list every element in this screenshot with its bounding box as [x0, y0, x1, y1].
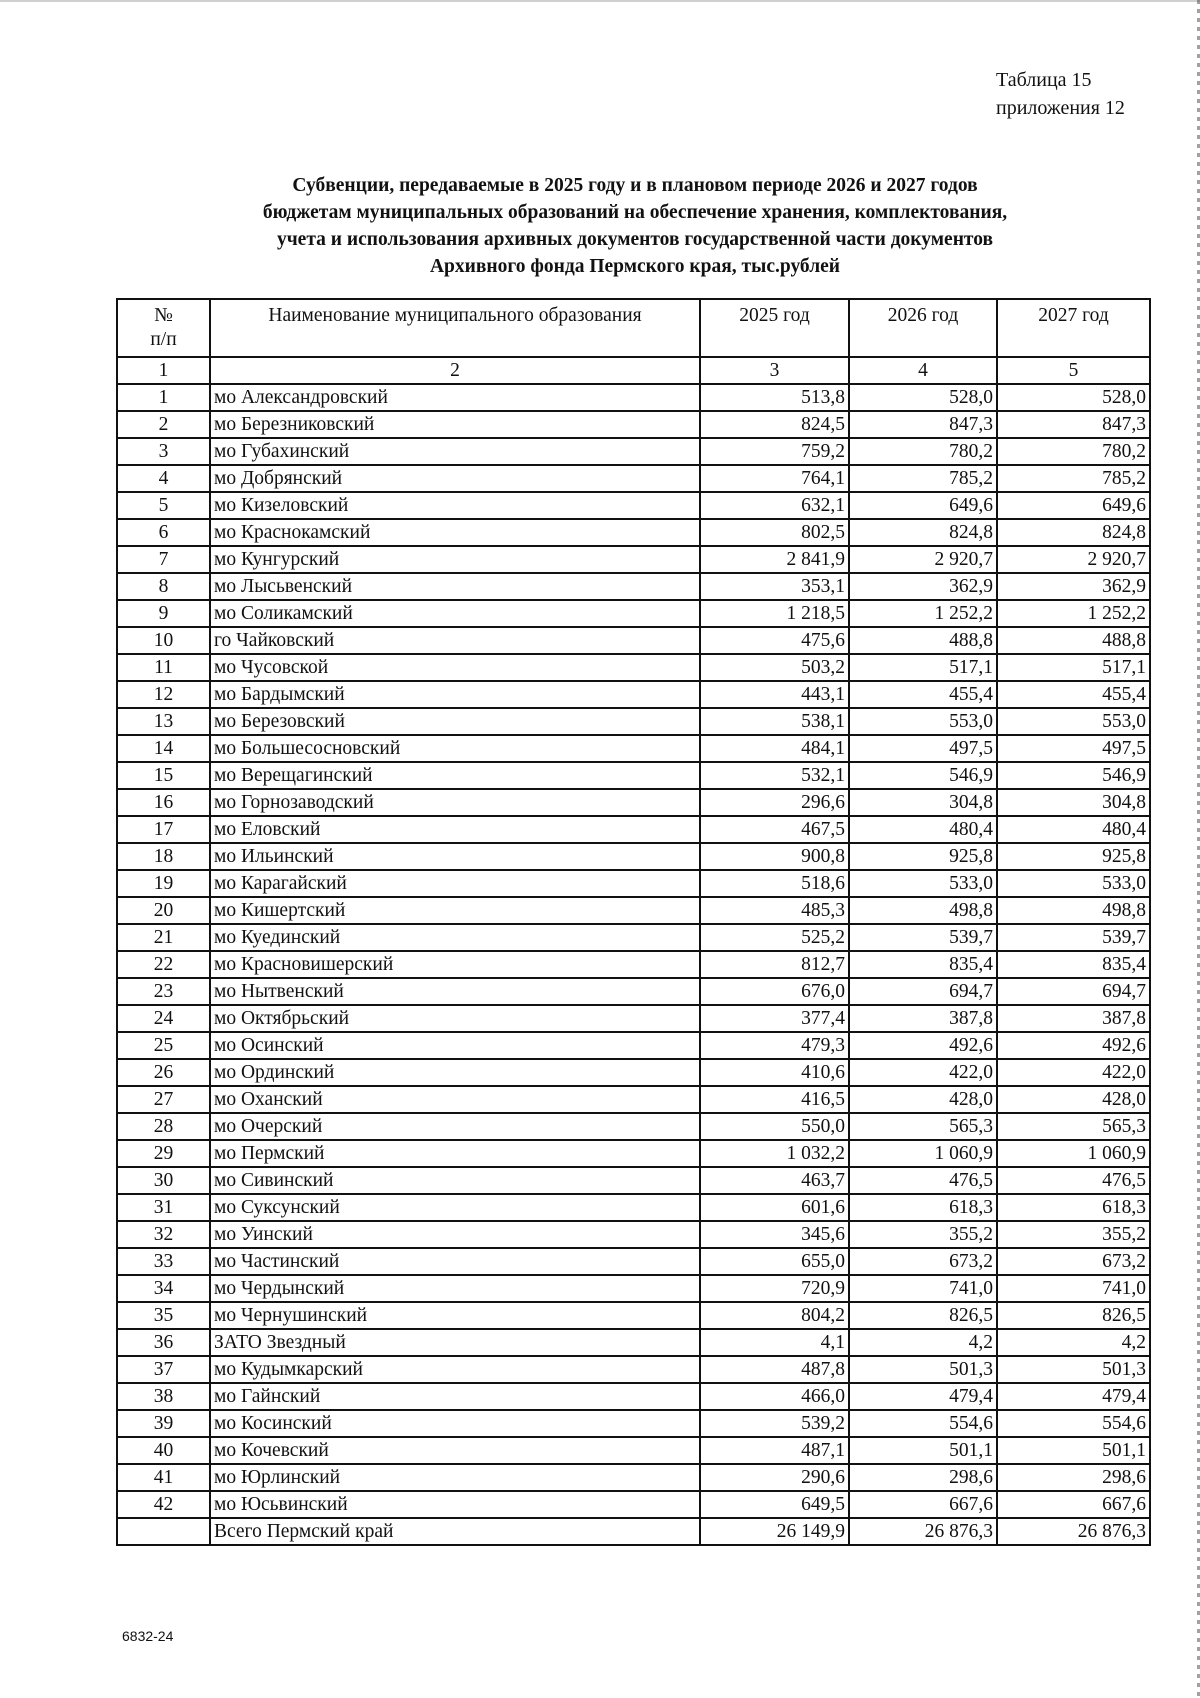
row-number: 5 — [117, 492, 210, 519]
value-2027: 539,7 — [997, 924, 1150, 951]
value-2026: 362,9 — [849, 573, 997, 600]
municipality-name: мо Юрлинский — [210, 1464, 700, 1491]
row-number: 17 — [117, 816, 210, 843]
value-2026: 492,6 — [849, 1032, 997, 1059]
municipality-name: мо Очерский — [210, 1113, 700, 1140]
value-2027: 480,4 — [997, 816, 1150, 843]
table-row — [117, 816, 1150, 843]
value-2026: 26 876,3 — [849, 1518, 997, 1545]
table-row — [117, 870, 1150, 897]
municipality-name: мо Ординский — [210, 1059, 700, 1086]
row-number: 16 — [117, 789, 210, 816]
municipality-name: мо Горнозаводский — [210, 789, 700, 816]
municipality-name: мо Гайнский — [210, 1383, 700, 1410]
value-2026: 501,1 — [849, 1437, 997, 1464]
value-2026: 741,0 — [849, 1275, 997, 1302]
value-2025: 601,6 — [700, 1194, 849, 1221]
row-number: 41 — [117, 1464, 210, 1491]
table-row — [117, 546, 1150, 573]
value-2026: 554,6 — [849, 1410, 997, 1437]
value-2027: 476,5 — [997, 1167, 1150, 1194]
value-2025: 443,1 — [700, 681, 849, 708]
column-numbers-row — [117, 357, 1150, 384]
value-2026: 4,2 — [849, 1329, 997, 1356]
row-number: 35 — [117, 1302, 210, 1329]
municipality-name: мо Красновишерский — [210, 951, 700, 978]
value-2025: 503,2 — [700, 654, 849, 681]
row-number: 8 — [117, 573, 210, 600]
row-number — [117, 1518, 210, 1545]
municipality-name: мо Частинский — [210, 1248, 700, 1275]
title-line: бюджетам муниципальных образований на обеспечение хранения, комплектования, — [262, 202, 1008, 223]
table-row — [117, 1410, 1150, 1437]
value-2027: 780,2 — [997, 438, 1150, 465]
table-row — [117, 1059, 1150, 1086]
row-number: 20 — [117, 897, 210, 924]
value-2026: 455,4 — [849, 681, 997, 708]
value-2025: 416,5 — [700, 1086, 849, 1113]
value-2027: 1 252,2 — [997, 600, 1150, 627]
row-number: 28 — [117, 1113, 210, 1140]
total-row — [117, 1518, 1150, 1545]
value-2027: 362,9 — [997, 573, 1150, 600]
municipality-name: мо Кишертский — [210, 897, 700, 924]
value-2027: 925,8 — [997, 843, 1150, 870]
table-body — [117, 299, 1150, 1545]
row-number: 25 — [117, 1032, 210, 1059]
value-2025: 487,8 — [700, 1356, 849, 1383]
table-row — [117, 492, 1150, 519]
municipality-name: мо Лысьвенский — [210, 573, 700, 600]
municipality-name: мо Губахинский — [210, 438, 700, 465]
municipality-name: мо Пермский — [210, 1140, 700, 1167]
value-2027: 667,6 — [997, 1491, 1150, 1518]
municipality-name: мо Ильинский — [210, 843, 700, 870]
municipality-name: мо Чердынский — [210, 1275, 700, 1302]
municipality-name: Всего Пермский край — [210, 1518, 700, 1545]
value-2025: 1 032,2 — [700, 1140, 849, 1167]
value-2027: 428,0 — [997, 1086, 1150, 1113]
value-2025: 466,0 — [700, 1383, 849, 1410]
row-number: 31 — [117, 1194, 210, 1221]
column-number: 4 — [849, 357, 997, 384]
value-2026: 546,9 — [849, 762, 997, 789]
value-2026: 667,6 — [849, 1491, 997, 1518]
value-2026: 479,4 — [849, 1383, 997, 1410]
municipality-name: мо Кудымкарский — [210, 1356, 700, 1383]
row-number: 42 — [117, 1491, 210, 1518]
value-2026: 780,2 — [849, 438, 997, 465]
header-2027: 2027 год — [997, 299, 1150, 357]
municipality-name: мо Суксунский — [210, 1194, 700, 1221]
table-row — [117, 843, 1150, 870]
row-number: 30 — [117, 1167, 210, 1194]
header-2025: 2025 год — [700, 299, 849, 357]
row-number: 33 — [117, 1248, 210, 1275]
value-2026: 835,4 — [849, 951, 997, 978]
table-row — [117, 1464, 1150, 1491]
row-number: 38 — [117, 1383, 210, 1410]
table-row — [117, 951, 1150, 978]
value-2025: 479,3 — [700, 1032, 849, 1059]
value-2027: 824,8 — [997, 519, 1150, 546]
value-2027: 26 876,3 — [997, 1518, 1150, 1545]
table-row — [117, 438, 1150, 465]
municipality-name: мо Добрянский — [210, 465, 700, 492]
row-number: 39 — [117, 1410, 210, 1437]
value-2025: 487,1 — [700, 1437, 849, 1464]
row-number: 27 — [117, 1086, 210, 1113]
row-number: 12 — [117, 681, 210, 708]
row-number: 11 — [117, 654, 210, 681]
municipality-name: мо Сивинский — [210, 1167, 700, 1194]
header-num: № п/п — [117, 299, 210, 357]
table-row — [117, 924, 1150, 951]
subventions-table — [116, 298, 1151, 1546]
table-row — [117, 789, 1150, 816]
value-2025: 550,0 — [700, 1113, 849, 1140]
table-row — [117, 627, 1150, 654]
municipality-name: мо Кунгурский — [210, 546, 700, 573]
table-ref-line2: приложения 12 — [996, 97, 1125, 119]
value-2026: 785,2 — [849, 465, 997, 492]
value-2025: 296,6 — [700, 789, 849, 816]
table-row — [117, 1032, 1150, 1059]
value-2027: 498,8 — [997, 897, 1150, 924]
header-2026: 2026 год — [849, 299, 997, 357]
value-2027: 565,3 — [997, 1113, 1150, 1140]
value-2025: 475,6 — [700, 627, 849, 654]
document-code: 6832-24 — [122, 1628, 174, 1644]
value-2027: 553,0 — [997, 708, 1150, 735]
table-row — [117, 762, 1150, 789]
column-number: 5 — [997, 357, 1150, 384]
row-number: 24 — [117, 1005, 210, 1032]
column-number: 2 — [210, 357, 700, 384]
value-2027: 2 920,7 — [997, 546, 1150, 573]
table-row — [117, 654, 1150, 681]
table-row — [117, 1275, 1150, 1302]
value-2027: 847,3 — [997, 411, 1150, 438]
value-2025: 513,8 — [700, 384, 849, 411]
row-number: 19 — [117, 870, 210, 897]
table-row — [117, 465, 1150, 492]
table-row — [117, 1383, 1150, 1410]
value-2026: 553,0 — [849, 708, 997, 735]
table-row — [117, 1356, 1150, 1383]
title-line: учета и использования архивных документов государственной части документов — [276, 229, 994, 250]
value-2026: 476,5 — [849, 1167, 997, 1194]
row-number: 37 — [117, 1356, 210, 1383]
value-2027: 497,5 — [997, 735, 1150, 762]
value-2026: 1 252,2 — [849, 600, 997, 627]
value-2025: 463,7 — [700, 1167, 849, 1194]
value-2027: 304,8 — [997, 789, 1150, 816]
municipality-name: мо Березовский — [210, 708, 700, 735]
value-2025: 538,1 — [700, 708, 849, 735]
row-number: 1 — [117, 384, 210, 411]
value-2025: 4,1 — [700, 1329, 849, 1356]
row-number: 34 — [117, 1275, 210, 1302]
municipality-name: мо Карагайский — [210, 870, 700, 897]
municipality-name: мо Большесосновский — [210, 735, 700, 762]
municipality-name: мо Чусовской — [210, 654, 700, 681]
row-number: 6 — [117, 519, 210, 546]
value-2027: 546,9 — [997, 762, 1150, 789]
value-2027: 355,2 — [997, 1221, 1150, 1248]
value-2026: 497,5 — [849, 735, 997, 762]
value-2025: 824,5 — [700, 411, 849, 438]
municipality-name: мо Косинский — [210, 1410, 700, 1437]
header-name: Наименование муниципального образования — [210, 299, 700, 357]
value-2027: 488,8 — [997, 627, 1150, 654]
municipality-name: мо Чернушинский — [210, 1302, 700, 1329]
row-number: 9 — [117, 600, 210, 627]
municipality-name: мо Краснокамский — [210, 519, 700, 546]
value-2025: 345,6 — [700, 1221, 849, 1248]
value-2026: 618,3 — [849, 1194, 997, 1221]
table-row — [117, 1167, 1150, 1194]
municipality-name: мо Кизеловский — [210, 492, 700, 519]
value-2026: 355,2 — [849, 1221, 997, 1248]
row-number: 14 — [117, 735, 210, 762]
row-number: 13 — [117, 708, 210, 735]
value-2027: 501,1 — [997, 1437, 1150, 1464]
table-row — [117, 384, 1150, 411]
value-2027: 298,6 — [997, 1464, 1150, 1491]
value-2025: 1 218,5 — [700, 600, 849, 627]
row-number: 29 — [117, 1140, 210, 1167]
value-2026: 422,0 — [849, 1059, 997, 1086]
value-2025: 485,3 — [700, 897, 849, 924]
municipality-name: мо Березниковский — [210, 411, 700, 438]
table-row — [117, 1302, 1150, 1329]
municipality-name: мо Октябрьский — [210, 1005, 700, 1032]
value-2027: 492,6 — [997, 1032, 1150, 1059]
value-2026: 304,8 — [849, 789, 997, 816]
row-number: 3 — [117, 438, 210, 465]
table-row — [117, 708, 1150, 735]
value-2026: 539,7 — [849, 924, 997, 951]
document-title — [170, 172, 1100, 280]
value-2027: 533,0 — [997, 870, 1150, 897]
value-2026: 480,4 — [849, 816, 997, 843]
table-row — [117, 1221, 1150, 1248]
table-row — [117, 978, 1150, 1005]
value-2025: 525,2 — [700, 924, 849, 951]
municipality-name: мо Верещагинский — [210, 762, 700, 789]
value-2025: 764,1 — [700, 465, 849, 492]
value-2026: 498,8 — [849, 897, 997, 924]
column-number: 1 — [117, 357, 210, 384]
table-row — [117, 519, 1150, 546]
value-2027: 528,0 — [997, 384, 1150, 411]
value-2026: 2 920,7 — [849, 546, 997, 573]
row-number: 18 — [117, 843, 210, 870]
value-2025: 290,6 — [700, 1464, 849, 1491]
value-2027: 1 060,9 — [997, 1140, 1150, 1167]
municipality-name: мо Бардымский — [210, 681, 700, 708]
value-2025: 655,0 — [700, 1248, 849, 1275]
municipality-name: мо Соликамский — [210, 600, 700, 627]
municipality-name: мо Юсьвинский — [210, 1491, 700, 1518]
municipality-name: мо Куединский — [210, 924, 700, 951]
value-2025: 539,2 — [700, 1410, 849, 1437]
value-2027: 501,3 — [997, 1356, 1150, 1383]
value-2025: 532,1 — [700, 762, 849, 789]
municipality-name: мо Оханский — [210, 1086, 700, 1113]
municipality-name: ЗАТО Звездный — [210, 1329, 700, 1356]
value-2026: 428,0 — [849, 1086, 997, 1113]
value-2027: 455,4 — [997, 681, 1150, 708]
value-2027: 422,0 — [997, 1059, 1150, 1086]
table-row — [117, 1437, 1150, 1464]
value-2025: 802,5 — [700, 519, 849, 546]
row-number: 40 — [117, 1437, 210, 1464]
value-2025: 900,8 — [700, 843, 849, 870]
value-2027: 554,6 — [997, 1410, 1150, 1437]
value-2025: 410,6 — [700, 1059, 849, 1086]
value-2026: 488,8 — [849, 627, 997, 654]
column-number: 3 — [700, 357, 849, 384]
table-row — [117, 1005, 1150, 1032]
value-2025: 759,2 — [700, 438, 849, 465]
title-line: Субвенции, передаваемые в 2025 году и в плановом периоде 2026 и 2027 годов — [292, 175, 978, 196]
table-row — [117, 735, 1150, 762]
value-2026: 826,5 — [849, 1302, 997, 1329]
table-row — [117, 1113, 1150, 1140]
value-2027: 618,3 — [997, 1194, 1150, 1221]
value-2025: 353,1 — [700, 573, 849, 600]
value-2025: 649,5 — [700, 1491, 849, 1518]
table-row — [117, 1086, 1150, 1113]
table-header-row — [117, 299, 1150, 357]
table-reference — [996, 66, 1125, 122]
value-2026: 387,8 — [849, 1005, 997, 1032]
value-2026: 501,3 — [849, 1356, 997, 1383]
value-2025: 26 149,9 — [700, 1518, 849, 1545]
value-2026: 565,3 — [849, 1113, 997, 1140]
value-2025: 720,9 — [700, 1275, 849, 1302]
table-row — [117, 1194, 1150, 1221]
value-2026: 1 060,9 — [849, 1140, 997, 1167]
value-2025: 812,7 — [700, 951, 849, 978]
value-2027: 741,0 — [997, 1275, 1150, 1302]
value-2026: 649,6 — [849, 492, 997, 519]
value-2025: 632,1 — [700, 492, 849, 519]
row-number: 32 — [117, 1221, 210, 1248]
value-2027: 785,2 — [997, 465, 1150, 492]
value-2027: 387,8 — [997, 1005, 1150, 1032]
value-2025: 804,2 — [700, 1302, 849, 1329]
value-2025: 676,0 — [700, 978, 849, 1005]
value-2026: 824,8 — [849, 519, 997, 546]
value-2026: 298,6 — [849, 1464, 997, 1491]
table-row — [117, 573, 1150, 600]
value-2027: 479,4 — [997, 1383, 1150, 1410]
value-2025: 467,5 — [700, 816, 849, 843]
value-2026: 847,3 — [849, 411, 997, 438]
table-row — [117, 1248, 1150, 1275]
municipality-name: мо Еловский — [210, 816, 700, 843]
value-2027: 673,2 — [997, 1248, 1150, 1275]
value-2027: 826,5 — [997, 1302, 1150, 1329]
value-2027: 649,6 — [997, 492, 1150, 519]
table-ref-line1: Таблица 15 — [996, 69, 1092, 91]
municipality-name: мо Уинский — [210, 1221, 700, 1248]
row-number: 23 — [117, 978, 210, 1005]
row-number: 10 — [117, 627, 210, 654]
municipality-name: мо Осинский — [210, 1032, 700, 1059]
table-row — [117, 1491, 1150, 1518]
municipality-name: мо Александровский — [210, 384, 700, 411]
row-number: 4 — [117, 465, 210, 492]
row-number: 2 — [117, 411, 210, 438]
row-number: 36 — [117, 1329, 210, 1356]
value-2026: 517,1 — [849, 654, 997, 681]
title-line: Архивного фонда Пермского края, тыс.рублей — [429, 256, 841, 277]
row-number: 7 — [117, 546, 210, 573]
value-2027: 517,1 — [997, 654, 1150, 681]
table-row — [117, 411, 1150, 438]
value-2026: 694,7 — [849, 978, 997, 1005]
row-number: 22 — [117, 951, 210, 978]
value-2025: 518,6 — [700, 870, 849, 897]
value-2026: 673,2 — [849, 1248, 997, 1275]
value-2027: 835,4 — [997, 951, 1150, 978]
value-2025: 2 841,9 — [700, 546, 849, 573]
value-2027: 694,7 — [997, 978, 1150, 1005]
row-number: 21 — [117, 924, 210, 951]
table-row — [117, 600, 1150, 627]
value-2025: 484,1 — [700, 735, 849, 762]
table-row — [117, 1140, 1150, 1167]
value-2026: 533,0 — [849, 870, 997, 897]
row-number: 15 — [117, 762, 210, 789]
value-2025: 377,4 — [700, 1005, 849, 1032]
scan-edge-top — [0, 0, 1200, 2]
table-row — [117, 897, 1150, 924]
municipality-name: го Чайковский — [210, 627, 700, 654]
row-number: 26 — [117, 1059, 210, 1086]
municipality-name: мо Кочевский — [210, 1437, 700, 1464]
value-2026: 925,8 — [849, 843, 997, 870]
value-2027: 4,2 — [997, 1329, 1150, 1356]
table-row — [117, 681, 1150, 708]
table-row — [117, 1329, 1150, 1356]
value-2026: 528,0 — [849, 384, 997, 411]
municipality-name: мо Нытвенский — [210, 978, 700, 1005]
